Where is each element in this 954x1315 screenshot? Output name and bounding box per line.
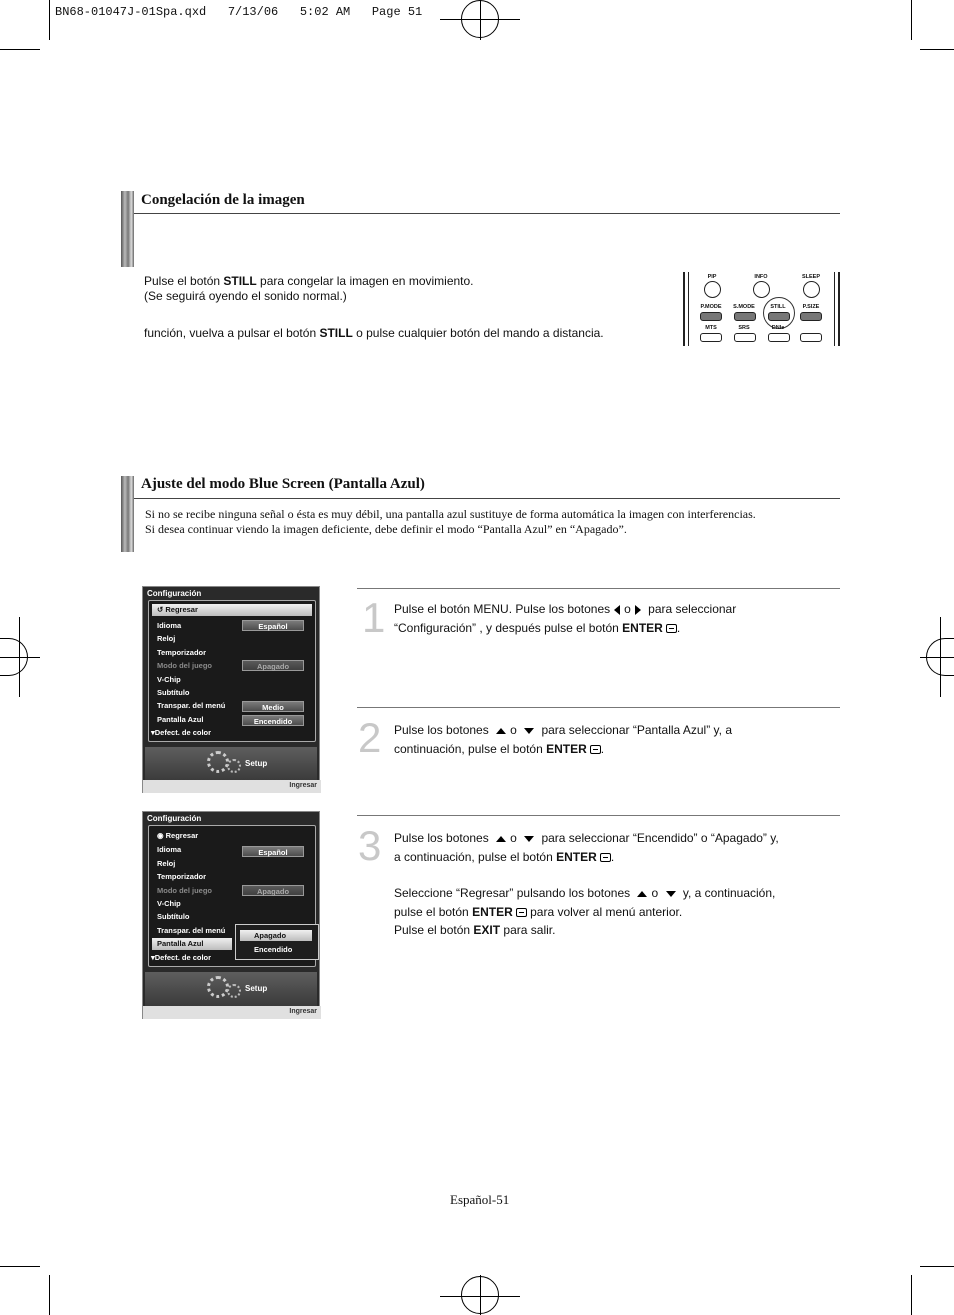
menu-item-subtitulo: Subtítulo — [157, 688, 190, 697]
step-2-text: Pulse los botones o para seleccionar “Pantalla Azul” y, a continuación, pulse el botón ENTER . — [394, 723, 732, 756]
crop-mark — [480, 1275, 481, 1315]
smode-button — [734, 312, 756, 321]
menu-value: Medio — [242, 701, 304, 712]
menu-value: Español — [242, 846, 304, 857]
enter-icon — [600, 853, 611, 862]
arrow-right-icon — [635, 605, 641, 615]
step-3-text: Pulse los botones o para seleccionar “Encendido” o “Apagado” y, a continuación, pulse el botón ENTER . Seleccione “Regresar” pulsando los botones o y, a continuación, pulse el botón ENTER para volver al menú anterior. Pulse el botón EXIT para salir. — [394, 831, 779, 937]
menu-item-temporizador: Temporizador — [157, 648, 207, 657]
menu-title: Configuración — [147, 814, 202, 823]
menu-item-subtitulo: Subtítulo — [157, 912, 190, 921]
arrow-up-icon — [496, 728, 506, 734]
crop-mark — [0, 49, 40, 50]
setup-label: Setup — [245, 984, 268, 993]
setup-label: Setup — [245, 759, 268, 768]
menu-footer — [145, 972, 317, 1006]
enter-label: Ingresar — [289, 1008, 317, 1015]
menu-item-modo-juego: Modo del juego — [157, 661, 212, 670]
psize-button — [800, 312, 822, 321]
remote-label: P.MODE — [700, 304, 722, 310]
menu-item-vchip: V-Chip — [157, 899, 181, 908]
up-button — [800, 333, 822, 342]
pmode-button — [700, 312, 722, 321]
pip-button — [704, 281, 721, 298]
step-number: 3 — [358, 822, 382, 869]
menu-item-reloj: Reloj — [157, 634, 176, 643]
section-title: Ajuste del modo Blue Screen (Pantalla Azul) — [141, 476, 425, 492]
gear-icon — [227, 984, 241, 998]
remote-label: SLEEP — [801, 274, 821, 280]
option-encendido: Encendido — [254, 945, 293, 954]
remote-label: SRS — [738, 325, 750, 331]
setup-menu-screen-1 — [142, 586, 320, 793]
menu-item-defect-color: ▾Defect. de color — [151, 728, 212, 737]
step-divider — [357, 815, 840, 816]
still-instruction: Pulse el botón STILL para congelar la imagen en movimiento. — [144, 274, 474, 288]
crop-mark — [0, 1266, 40, 1267]
remote-label: PIP — [707, 274, 717, 280]
pantalla-azul-options — [235, 924, 319, 960]
enter-icon — [516, 908, 527, 917]
step-divider — [357, 707, 840, 708]
crop-mark — [911, 1275, 912, 1315]
option-apagado: Apagado — [240, 930, 312, 941]
setup-menu-screen-2 — [142, 811, 320, 1019]
remote-label: S.MODE — [733, 304, 755, 310]
blue-screen-description: Si no se recibe ninguna señal o ésta es muy débil, una pantalla azul sustituye de forma automática la imagen con interferencias. — [145, 507, 756, 521]
menu-item-modo-juego: Modo del juego — [157, 886, 212, 895]
remote-label: P.SIZE — [802, 304, 820, 310]
menu-value: Apagado — [242, 660, 304, 671]
menu-value: Apagado — [242, 885, 304, 896]
enter-icon — [666, 624, 677, 633]
info-button — [753, 281, 770, 298]
menu-item-idioma: Idioma — [157, 845, 182, 854]
arrow-down-icon — [524, 836, 534, 842]
menu-value: Encendido — [242, 715, 304, 726]
menu-value: Español — [242, 620, 304, 631]
crop-mark — [49, 0, 50, 40]
menu-item-vchip: V-Chip — [157, 675, 181, 684]
section-bar — [121, 191, 134, 267]
menu-title: Configuración — [147, 589, 202, 598]
menu-item-regresar: ◉ Regresar — [157, 831, 199, 840]
still-cancel-instruction: función, vuelva a pulsar el botón STILL o pulse cualquier botón del mando a distancia. — [144, 326, 604, 340]
menu-item-defect-color: ▾Defect. de color — [151, 953, 212, 962]
sleep-button — [803, 281, 820, 298]
crop-mark — [920, 49, 954, 50]
section-rule — [134, 213, 840, 214]
menu-item-regresar: ↺ Regresar — [152, 604, 312, 616]
menu-list — [148, 600, 316, 742]
arrow-left-icon — [614, 605, 620, 615]
crop-mark — [920, 657, 954, 658]
menu-item-temporizador: Temporizador — [157, 872, 207, 881]
gear-icon — [207, 976, 229, 998]
still-note: (Se seguirá oyendo el sonido normal.) — [144, 289, 347, 303]
enter-label: Ingresar — [289, 782, 317, 789]
menu-list — [148, 825, 316, 967]
menu-item-transpar: Transpar. del menú — [157, 926, 226, 935]
blue-screen-note: Si desea continuar viendo la imagen deficiente, debe definir el modo “Pantalla Azul” en “Apagado”. — [145, 522, 627, 536]
section-title: Congelación de la imagen — [141, 192, 305, 208]
section-rule — [134, 498, 840, 499]
menu-help-bar — [143, 780, 321, 793]
menu-item-reloj: Reloj — [157, 859, 176, 868]
crop-mark — [19, 617, 20, 697]
arrow-up-icon — [637, 891, 647, 897]
menu-item-pantalla-azul: Pantalla Azul — [157, 715, 204, 724]
step-divider — [357, 588, 840, 589]
remote-label: INFO — [754, 274, 768, 280]
menu-item-pantalla-azul: Pantalla Azul — [152, 938, 232, 950]
crop-mark — [49, 1275, 50, 1315]
remote-label: MTS — [705, 325, 717, 331]
gear-icon — [227, 759, 241, 773]
menu-item-idioma: Idioma — [157, 621, 182, 630]
crop-mark — [480, 0, 481, 40]
remote-label: DNIe — [771, 325, 785, 331]
crop-mark — [911, 0, 912, 40]
step-1-text: Pulse el botón MENU. Pulse los botones o para seleccionar “Configuración” , y después pulse el botón ENTER . — [394, 602, 737, 635]
menu-item-transpar: Transpar. del menú — [157, 701, 226, 710]
menu-help-bar — [143, 1006, 321, 1019]
mts-button — [700, 333, 722, 342]
srs-button — [734, 333, 756, 342]
step-number: 2 — [358, 714, 382, 761]
menu-footer — [145, 747, 317, 781]
arrow-up-icon — [496, 836, 506, 842]
remote-label: STILL — [770, 304, 786, 310]
arrow-down-icon — [666, 891, 676, 897]
print-header: BN68-01047J-01Spa.qxd 7/13/06 5:02 AM Page 51 — [55, 5, 423, 19]
page-number: Español-51 — [450, 1192, 510, 1207]
dnie-button — [768, 333, 790, 342]
enter-icon — [590, 745, 601, 754]
arrow-down-icon — [524, 728, 534, 734]
gear-icon — [207, 751, 229, 773]
remote-control-illustration — [683, 272, 840, 346]
crop-mark — [940, 617, 941, 697]
section-bar — [121, 476, 134, 552]
crop-mark — [0, 657, 40, 658]
step-number: 1 — [362, 594, 386, 641]
crop-mark — [920, 1266, 954, 1267]
